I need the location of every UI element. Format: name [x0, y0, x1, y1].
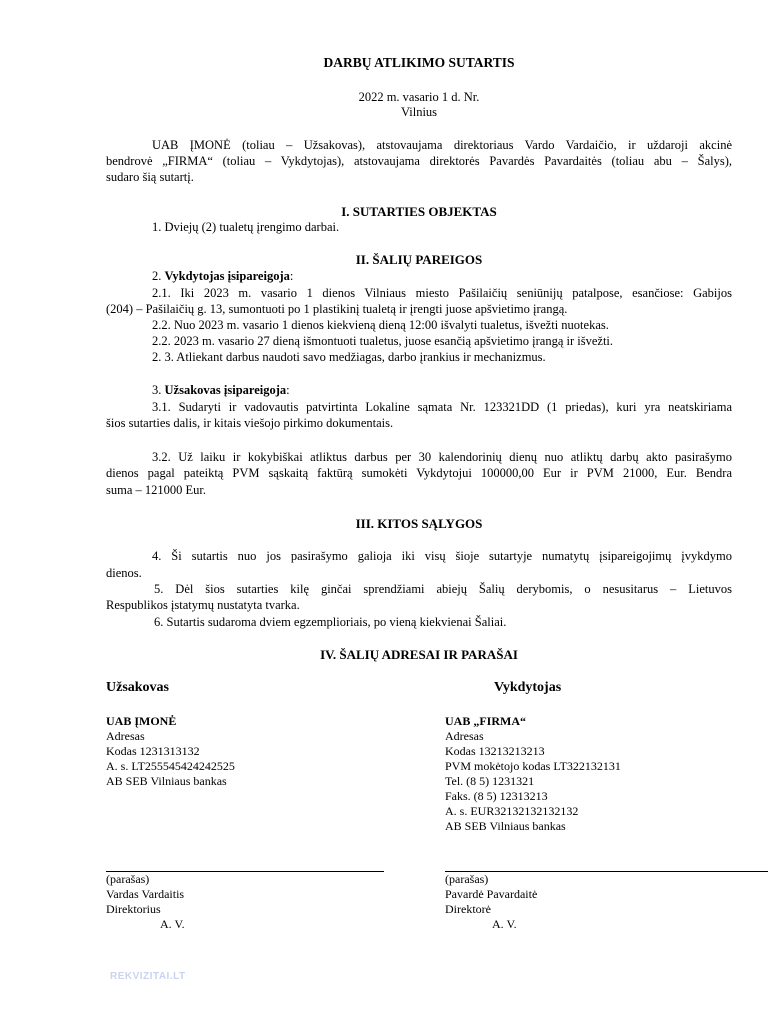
duty-2-3: 2. 3. Atliekant darbus naudoti savo medžiagas, darbo įrankius ir mechanizmus. [152, 350, 546, 364]
duty-2-2-b: 2.2. 2023 m. vasario 27 dieną išmontuoti tualetus, juose esančią apšvietimo įrangą ir išvežti. [152, 334, 614, 348]
document-title: DARBŲ ATLIKIMO SUTARTIS [323, 55, 515, 70]
customer-person: Vardas Vardaitis [106, 887, 185, 901]
section-2-heading: II. ŠALIŲ PAREIGOS [355, 252, 483, 267]
contractor-heading: Vykdytojas [494, 680, 562, 695]
customer-code: Kodas 1231313132 [106, 744, 200, 758]
duty-2-heading: 2. Vykdytojas įsipareigoja: [152, 269, 294, 283]
section-4-heading: IV. ŠALIŲ ADRESAI IR PARAŠAI [320, 647, 518, 662]
contractor-address: Adresas [445, 729, 484, 743]
duty-3-2-line-2: dienos pagal pateiktą PVM sąskaitą faktūrą sumokėti Vykdytojui 100000,00 Eur ir PVM 21000, Eur. Bendra [106, 466, 732, 480]
contractor-phone: Tel. (8 5) 1231321 [445, 774, 535, 788]
duty-3-2-line-3: suma – 121000 Eur. [106, 483, 206, 497]
customer-heading: Užsakovas [106, 680, 170, 695]
duty-2-1-line-1: 2.1. Iki 2023 m. vasario 1 dienos Vilniaus miesto Pašilaičių seniūnijų patalpose, esančiose: Gabijos [152, 286, 732, 300]
customer-account: A. s. LT255545424242525 [106, 759, 235, 773]
date-line: 2022 m. vasario 1 d. Nr. [358, 90, 480, 104]
intro-line-3: sudaro šią sutartį. [106, 170, 194, 184]
customer-bank: AB SEB Vilniaus bankas [106, 774, 227, 788]
watermark-logo: REKVIZITAI.LT [110, 971, 186, 982]
duty-3-1-line-1: 3.1. Sudaryti ir vadovautis patvirtinta Lokaline sąmata Nr. 123321DD (1 priedas), kuri yra neatskiriama [152, 400, 732, 414]
customer-stamp: A. V. [160, 917, 185, 931]
intro-line-2: bendrovė „FIRMA“ (toliau – Vykdytojas), atstovaujama direktorės Pavardės Pavardaitės (toliau abu – Šalys), [106, 154, 732, 168]
other-5-line-1: 5. Dėl šios sutarties kilę ginčai sprendžiami abiejų Šalių derybomis, o nesusitarus – Lietuvos [154, 582, 732, 596]
contractor-account: A. s. EUR32132132132132 [445, 804, 579, 818]
intro-line-1: UAB ĮMONĖ (toliau – Užsakovas), atstovaujama direktoriaus Vardo Vardaičio, ir uždaroji akcinė [152, 138, 732, 152]
contractor-fax: Faks. (8 5) 12313213 [445, 789, 548, 803]
other-4-line-1: 4. Ši sutartis nuo jos pasirašymo galioja iki visų šioje sutartyje numatytų įsipareigojimų įvykdymo [152, 549, 732, 563]
contractor-signature-label: (parašas) [445, 872, 489, 886]
contractor-stamp: A. V. [492, 917, 517, 931]
contractor-signature-line [445, 871, 768, 872]
customer-address: Adresas [106, 729, 145, 743]
other-5-line-2: Respublikos įstatymų nustatyta tvarka. [106, 598, 300, 612]
duty-3-2-line-1: 3.2. Už laiku ir kokybiškai atliktus darbus per 30 kalendorinių dienų nuo atliktų darbų akto pasirašymo [152, 450, 732, 464]
contractor-person: Pavardė Pavardaitė [445, 887, 538, 901]
contractor-code: Kodas 13213213213 [445, 744, 545, 758]
contractor-vat-code: PVM mokėtojo kodas LT322132131 [445, 759, 621, 773]
section-1-heading: I. SUTARTIES OBJEKTAS [341, 204, 497, 219]
duty-2-2: 2.2. Nuo 2023 m. vasario 1 dienos kiekvieną dieną 12:00 išvalyti tualetus, išvežti nuotekas. [152, 318, 609, 332]
duty-3-heading: 3. Užsakovas įsipareigoja: [152, 383, 290, 397]
other-6: 6. Sutartis sudaroma dviem egzemplioriais, po vieną kiekvienai Šaliai. [154, 615, 507, 629]
duty-3-1-line-2: šios sutarties dalis, ir kitais viešojo pirkimo dokumentais. [106, 416, 394, 430]
contractor-name: UAB „FIRMA“ [445, 714, 526, 728]
duty-2-1-line-2: (204) – Pašilaičių g. 13, sumontuoti po 1 plastikinį tualetą ir įrengti juose apšvietimo įrangą. [106, 302, 568, 316]
customer-role: Direktorius [106, 902, 161, 916]
object-item: 1. Dviejų (2) tualetų įrengimo darbai. [152, 220, 340, 234]
customer-signature-label: (parašas) [106, 872, 150, 886]
contractor-bank: AB SEB Vilniaus bankas [445, 819, 566, 833]
customer-name: UAB ĮMONĖ [106, 714, 177, 728]
other-4-line-2: dienos. [106, 566, 142, 580]
city: Vilnius [400, 105, 438, 119]
contractor-role: Direktorė [445, 902, 491, 916]
section-3-heading: III. KITOS SĄLYGOS [355, 516, 483, 531]
